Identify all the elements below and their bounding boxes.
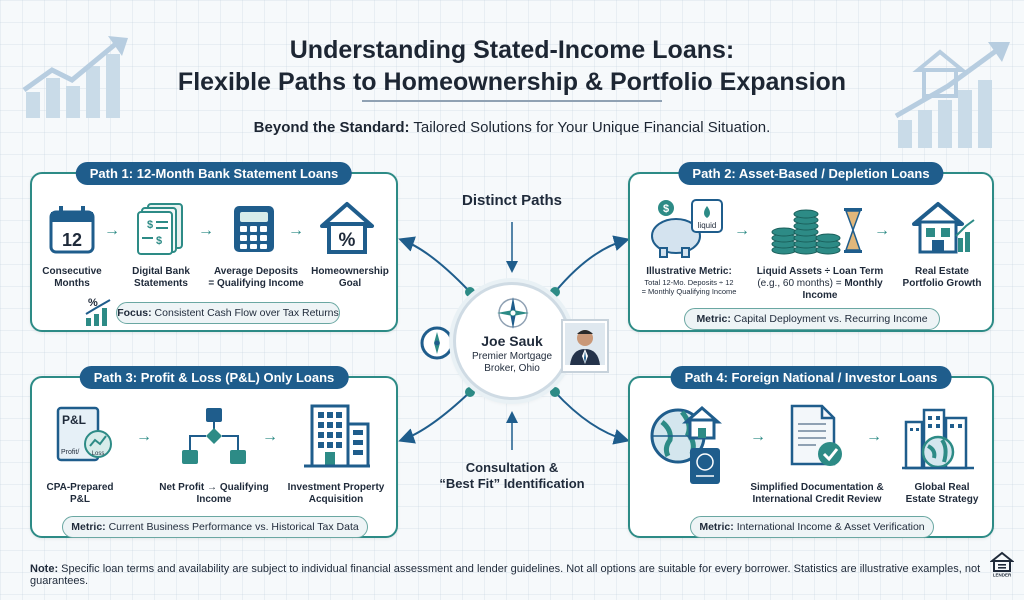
- flow-arrow-icon: →: [866, 428, 882, 445]
- path1-panel: [30, 166, 398, 332]
- path2-step1-label: Illustrative Metric: Total 12-Mo. Deposits ÷ 12 = Monthly Qualifying Income: [641, 266, 737, 296]
- bank-statements-icon: [136, 202, 186, 256]
- house-percent-icon: [318, 200, 376, 256]
- svg-text:$: $: [156, 235, 163, 247]
- flow-arrow-icon: →: [874, 222, 890, 239]
- calendar-number: 12: [61, 230, 83, 250]
- path2-step2-label: Liquid Assets ÷ Loan Term (e.g., 60 months) = Monthly Income: [756, 266, 884, 301]
- path4-metric-bar: Metric: International Income & Asset Verification: [690, 516, 934, 538]
- path4-step1-label: Simplified Documentation & International Credit Review: [750, 482, 884, 505]
- svg-text:P&L: P&L: [62, 413, 86, 427]
- broker-title-line1: Premier Mortgage: [471, 351, 553, 362]
- flow-arrow-icon: →: [136, 428, 152, 445]
- path1-focus-bar: Focus: Consistent Cash Flow over Tax Returns: [116, 302, 340, 324]
- svg-text:LENDER: LENDER: [992, 572, 1012, 577]
- liquid-label: liquid: [697, 221, 717, 230]
- calendar-icon: [48, 204, 96, 254]
- path1-step1-label: Consecutive Months: [42, 266, 102, 289]
- footer-note: Note: Specific loan terms and availability are subject to individual financial assessment and lender guidelines. Not all options are suitable for every borrower. Statistics are illustrative examples, not guarantees.: [30, 563, 981, 587]
- path3-title: Path 3: Profit & Loss (P&L) Only Loans: [80, 366, 349, 389]
- path2-metric-bar: Metric: Capital Deployment vs. Recurring Income: [684, 308, 940, 330]
- path1-step2-label: Digital Bank Statements: [132, 266, 190, 289]
- flow-arrow-icon: →: [104, 222, 120, 239]
- flow-arrow-icon: →: [734, 222, 750, 239]
- path4-panel: [628, 370, 994, 538]
- pl-document-icon: [50, 404, 116, 464]
- distinct-paths-label: Distinct Paths: [461, 192, 563, 209]
- path3-step1-label: CPA-Prepared P&L: [46, 482, 114, 505]
- city-globe-icon: [900, 402, 976, 470]
- page-title-line1: Understanding Stated-Income Loans:: [289, 36, 735, 64]
- broker-title-line2: Broker, Ohio: [484, 363, 540, 374]
- svg-text:$: $: [662, 203, 670, 215]
- verified-document-icon: [786, 404, 846, 470]
- subtitle-bold: Beyond the Standard:: [253, 119, 410, 136]
- compass-icon: [420, 326, 454, 360]
- subtitle-rest: Tailored Solutions for Your Unique Financial Situation.: [409, 119, 771, 136]
- flow-arrow-icon: →: [262, 428, 278, 445]
- office-building-icon: [300, 400, 372, 468]
- real-estate-icon: [910, 200, 976, 258]
- path3-metric-bar: Metric: Current Business Performance vs. Historical Tax Data: [62, 516, 368, 538]
- path1-step3-label: Average Deposits = Qualifying Income: [208, 266, 304, 289]
- svg-text:%: %: [338, 230, 356, 251]
- path3-step3-label: Investment Property Acquisition: [287, 482, 385, 505]
- path4-title: Path 4: Foreign National / Investor Loans: [671, 366, 952, 389]
- path4-step2-label: Global Real Estate Strategy: [905, 482, 979, 505]
- broker-avatar: [560, 318, 610, 374]
- globe-passport-icon: [648, 400, 738, 486]
- coins-hourglass-icon: [770, 200, 866, 256]
- consultation-label: Consultation & “Best Fit” Identification: [439, 460, 585, 491]
- equal-housing-lender-icon: [990, 551, 1014, 577]
- flow-arrow-icon: →: [288, 222, 304, 239]
- path3-step2-label: Net Profit → Qualifying Income: [159, 482, 269, 505]
- svg-text:Profit/: Profit/: [61, 449, 80, 456]
- piggy-bank-icon: [644, 194, 724, 260]
- flow-arrow-icon: →: [750, 428, 766, 445]
- calculator-icon: [232, 204, 276, 254]
- flow-arrow-icon: →: [198, 222, 214, 239]
- svg-text:$: $: [147, 219, 154, 231]
- path2-panel: [628, 166, 994, 332]
- path1-step4-label: Homeownership Goal: [311, 266, 389, 289]
- path3-panel: [30, 370, 398, 538]
- broker-name: Joe Sauk: [481, 333, 543, 349]
- page-title-line2: Flexible Paths to Homeownership & Portfolio Expansion: [177, 68, 847, 96]
- compass-rose-icon: [495, 295, 531, 331]
- percent-growth-icon: [84, 296, 114, 328]
- path2-title: Path 2: Asset-Based / Depletion Loans: [678, 162, 943, 185]
- broker-hub: [453, 282, 571, 400]
- path1-title: Path 1: 12-Month Bank Statement Loans: [76, 162, 352, 185]
- svg-text:%: %: [88, 297, 98, 309]
- svg-text:Loss: Loss: [91, 451, 105, 457]
- path2-step3-label: Real Estate Portfolio Growth: [902, 266, 982, 289]
- flowchart-icon: [182, 406, 246, 468]
